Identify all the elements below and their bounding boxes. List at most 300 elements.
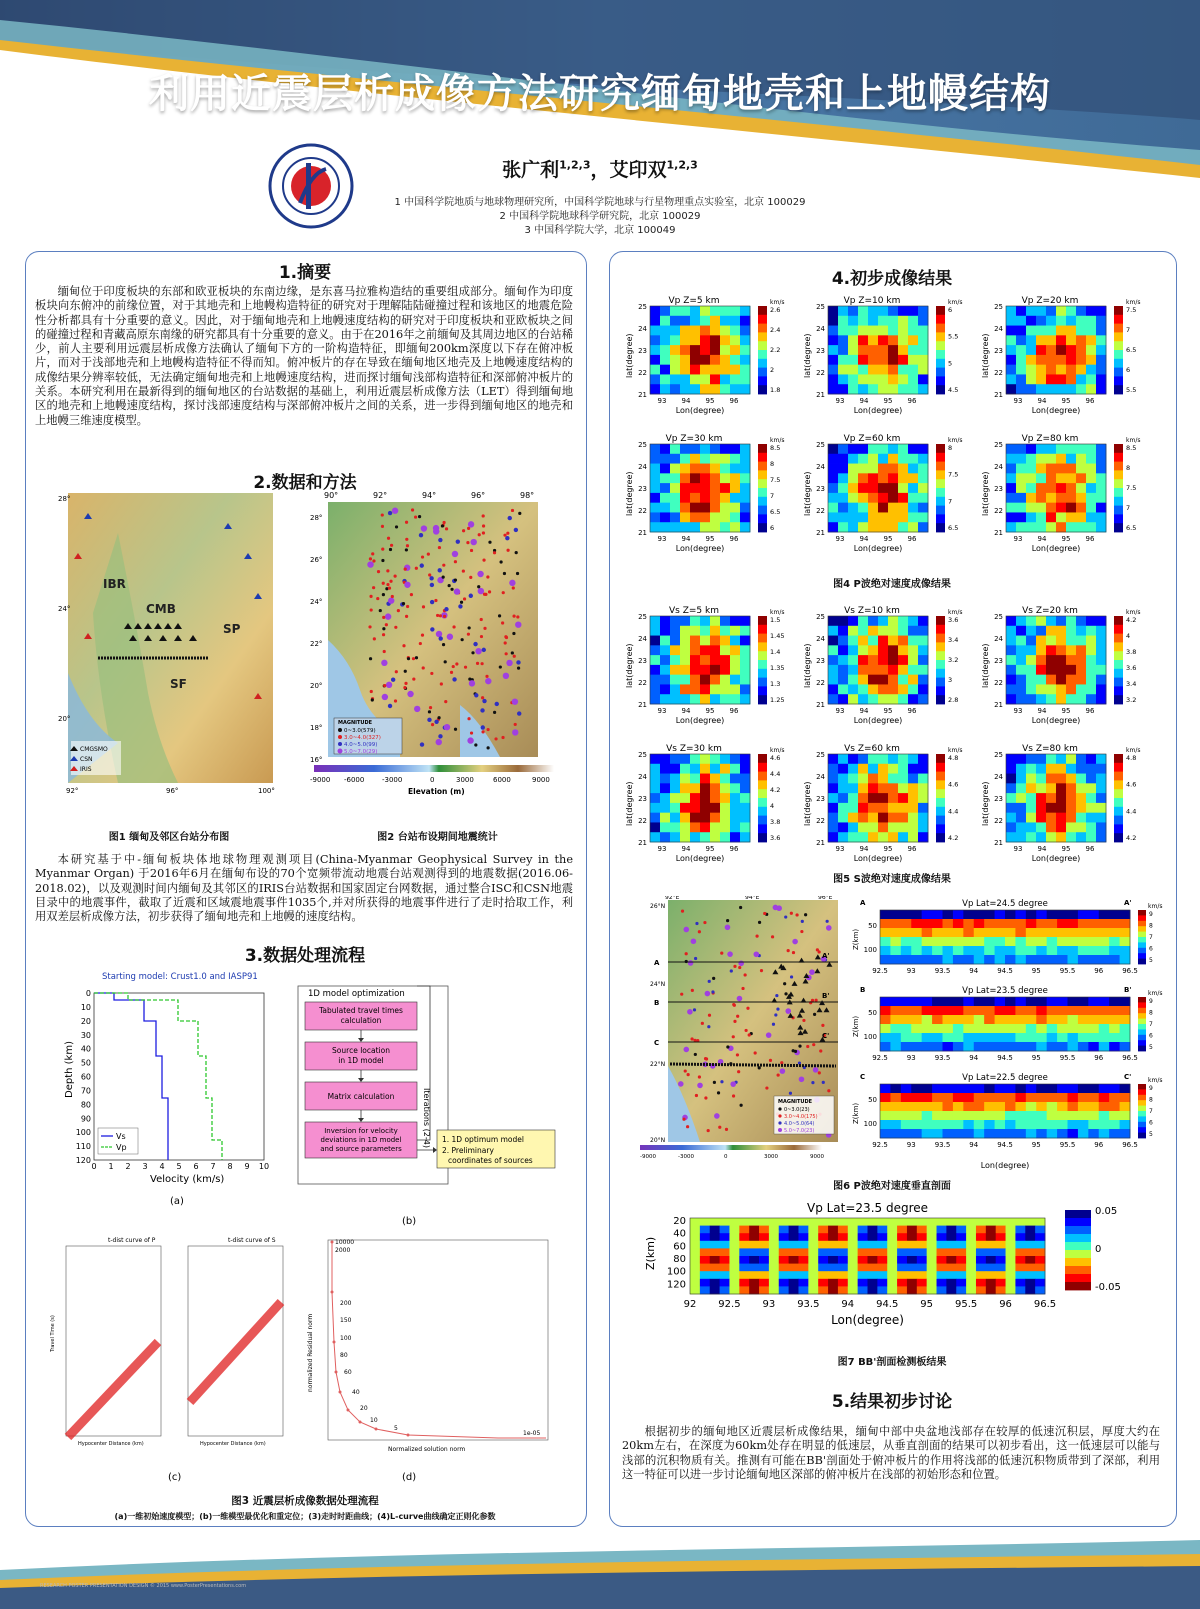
- section-4-heading: 4.初步成像结果: [831, 269, 953, 289]
- fig4-cell: [740, 493, 750, 503]
- fig4-cell: [918, 316, 928, 326]
- fig6-cell: [890, 1093, 901, 1102]
- fig5-cell: [918, 813, 928, 823]
- fig5-cell: [1036, 665, 1046, 675]
- fig4-cell: [1086, 522, 1096, 532]
- fig7-cell: [789, 1233, 799, 1241]
- fig2-quake-dot: [461, 638, 464, 641]
- fig5-ytick: 24: [816, 773, 825, 781]
- abstract-text: 缅甸位于印度板块的东部和欧亚板块的东南边缘，是东喜马拉雅构造结的重要组成部分。缅甸作为印度板块向东俯冲的前缘位置，对于其地壳和上地幔构造特征的研究对于理解陆陆碰撞过程和该地区的地震危险性分析都具有十分重要的意义。因此，对于缅甸地壳和上地幔速度结构的研究对于印度板块和亚欧板块之间的碰撞过程和青藏高原东南缘的研究都具有十分重要的意义。由于在2016年之前缅甸及其周边地区的台站稀少，前人主要利用远震层析成像方法确认了缅甸下方的一阶构造特征，即缅甸200km深度以下存在俯冲板片，而对于浅部地壳和上地幔构造特征不得而知。俯冲板片的存在导致在缅甸地区地壳及上地幔速度结构的成像结果分辨率较低，无法确定缅甸地壳和上地幔速度结构，进而探讨缅甸浅部构造特征和深部俯冲板片的关系。本研究利用在最新得到的缅甸地区的台站数据的基础上，利用近震层析成像方法（LET）得到缅甸地区的地壳和上地幔速度结构，探讨浅部速度结构与深部俯冲板片之间的关系，进一步得到缅甸地区的地壳和上地幔三维速度模型。: [35, 285, 573, 427]
- fig7-cell: [976, 1256, 986, 1264]
- fig6-cell: [901, 919, 912, 928]
- fig6-quake-dot: [717, 1091, 720, 1094]
- fig7-cell: [808, 1248, 818, 1256]
- fig4-cell: [908, 503, 918, 513]
- fig6-cell: [1015, 1006, 1026, 1015]
- fig5-cell: [898, 684, 908, 694]
- fig5-cell: [740, 764, 750, 774]
- fig6-quake-dot: [818, 1071, 821, 1074]
- fig4-cell: [888, 306, 898, 316]
- fig4-cell: [888, 473, 898, 483]
- fig6-quake-dot: [746, 1007, 749, 1010]
- fig4-cell: [730, 365, 740, 375]
- fig7-cell: [877, 1271, 887, 1279]
- fig5-cell: [650, 665, 660, 675]
- fig2-quake-dot: [454, 578, 457, 581]
- fig5-cell: [858, 684, 868, 694]
- fig2-quake-dot: [467, 717, 470, 720]
- affiliation-3: 3 中国科学院大学，北京 100049: [524, 225, 676, 236]
- fig7-cell: [838, 1218, 848, 1226]
- fig4-cell: [1046, 326, 1056, 336]
- fig5-cell: [1016, 754, 1026, 764]
- fig6-unit: km/s: [1148, 1077, 1163, 1084]
- fig4-cell: [670, 493, 680, 503]
- fig6-cell: [1036, 928, 1047, 937]
- fig6-cell: [1036, 1102, 1047, 1111]
- fig5-cell: [660, 832, 670, 842]
- fig2-quake-dot: [395, 525, 398, 528]
- fig4-xtick: 94: [681, 535, 691, 543]
- fig5-cell: [1016, 793, 1026, 803]
- fig4-cell: [838, 464, 848, 474]
- fig5-cell: [1006, 764, 1016, 774]
- fig2-quake-dot: [482, 514, 485, 517]
- fig7-cell: [749, 1279, 759, 1287]
- fig6-cell: [1068, 910, 1079, 919]
- fig2-quake-dot: [481, 725, 485, 729]
- fig7-cell: [1015, 1279, 1025, 1287]
- fig4-cell: [858, 464, 868, 474]
- fig5-cell: [858, 793, 868, 803]
- fig5-cell: [1026, 636, 1036, 646]
- fig5-cell: [720, 783, 730, 793]
- fig5-ytick: 22: [994, 679, 1003, 687]
- fig5-cell: [650, 694, 660, 704]
- fig5-cell: [858, 754, 868, 764]
- fig5-cell: [690, 645, 700, 655]
- fig5-colorbar-seg: [758, 780, 767, 789]
- fig6-cell: [1036, 1111, 1047, 1120]
- fig2-quake-dot: [371, 698, 374, 701]
- fig6-quake-dot: [708, 1014, 711, 1017]
- fig2-quake-dot: [405, 615, 408, 618]
- fig5-cell: [670, 793, 680, 803]
- fig4-colorbar-seg: [1114, 444, 1123, 453]
- fig3d-pt-20: 20: [360, 1405, 368, 1412]
- fig7-cell: [779, 1241, 789, 1249]
- fig5-cell: [710, 645, 720, 655]
- fig6-cell: [880, 1111, 891, 1120]
- fig2-quake-dot: [410, 593, 413, 596]
- fig5-cell: [1066, 684, 1076, 694]
- fig2-cb-6: 6000: [493, 776, 511, 784]
- fig6-cell: [943, 1120, 954, 1129]
- fig3d-sublabel: (d): [402, 1472, 417, 1483]
- fig6-colorbar-seg: [1138, 1095, 1146, 1101]
- fig4-cb-tick: 2: [770, 366, 775, 374]
- fig5-xtick: 93: [1013, 845, 1023, 853]
- fig5-xtick: 96: [907, 845, 917, 853]
- fig6-quake-dot: [733, 965, 736, 968]
- fig6-elevation-colorbar: [640, 1145, 822, 1150]
- fig6-colorbar-seg: [1138, 937, 1146, 943]
- fig4-colorbar-seg: [758, 444, 767, 453]
- fig6-cb-tick: 9: [1149, 911, 1153, 918]
- fig7-ylabel: Z(km): [644, 1236, 657, 1270]
- fig6-quake-dot: [812, 1043, 815, 1046]
- fig5-colorbar-seg: [1114, 789, 1123, 798]
- fig5-cell: [1026, 783, 1036, 793]
- fig4-cell: [1076, 365, 1086, 375]
- fig4-cell: [898, 454, 908, 464]
- fig5-ytick: 25: [638, 751, 647, 759]
- fig4-cell: [1056, 306, 1066, 316]
- fig5-cell: [1016, 822, 1026, 832]
- fig4-xtick: 94: [681, 397, 691, 405]
- fig5-cell: [690, 636, 700, 646]
- fig4-cell: [690, 464, 700, 474]
- fig5-cell: [868, 616, 878, 626]
- fig4-cell: [650, 444, 660, 454]
- fig4-cell: [1026, 493, 1036, 503]
- fig4-cell: [1006, 355, 1016, 365]
- fig5-cell: [740, 783, 750, 793]
- fig4-panel: [981, 434, 1140, 553]
- fig6-cell: [995, 937, 1006, 946]
- fig4-cell: [730, 335, 740, 345]
- fig4-cell: [828, 454, 838, 464]
- fig4-cell: [740, 365, 750, 375]
- fig5-cell: [710, 832, 720, 842]
- fig2-quake-dot: [428, 573, 431, 576]
- fig4-colorbar-seg: [1114, 359, 1123, 368]
- fig4-cell: [690, 444, 700, 454]
- fig5-xtick: 94: [681, 707, 691, 715]
- fig5-cell: [660, 665, 670, 675]
- fig6-lat-24: 24°N: [650, 981, 666, 988]
- fig5-cell: [1096, 626, 1106, 636]
- fig5-cell: [700, 764, 710, 774]
- fig6-cell: [1078, 946, 1089, 955]
- fig5-cell: [868, 675, 878, 685]
- fig4-cell: [828, 444, 838, 454]
- fig5-cell: [1016, 655, 1026, 665]
- fig5-cell: [1026, 764, 1036, 774]
- fig4-cell: [1026, 464, 1036, 474]
- fig5-xtick: 96: [1085, 845, 1095, 853]
- fig4-cell: [918, 345, 928, 355]
- fig4-colorbar-seg: [758, 341, 767, 350]
- fig4-cell: [1076, 316, 1086, 326]
- fig5-xtick: 93: [1013, 707, 1023, 715]
- fig5-cell: [1006, 675, 1016, 685]
- fig4-xtick: 94: [1037, 397, 1047, 405]
- fig6-cell: [1078, 1093, 1089, 1102]
- fig7-cell: [966, 1256, 976, 1264]
- fig6-cell: [922, 1015, 933, 1024]
- fig6-cell: [1047, 928, 1058, 937]
- fig4-ytick: 24: [816, 325, 825, 333]
- fig5-cell: [690, 754, 700, 764]
- fig2-quake-dot: [436, 614, 439, 617]
- fig3a-ytick: 0: [85, 989, 91, 998]
- fig6-cell: [984, 946, 995, 955]
- fig6-cell: [1057, 910, 1068, 919]
- fig4-colorbar-seg: [936, 497, 945, 506]
- fig6-cell: [943, 1033, 954, 1042]
- fig2-quake-dot: [445, 527, 448, 530]
- fig6-cell: [1109, 910, 1120, 919]
- fig7-cell: [779, 1218, 789, 1226]
- fig4-cell: [720, 503, 730, 513]
- fig6-cell: [922, 910, 933, 919]
- fig5-unit: km/s: [948, 609, 963, 616]
- fig4-cell: [868, 316, 878, 326]
- fig5-cell: [680, 803, 690, 813]
- fig7-cell: [858, 1279, 868, 1287]
- fig5-cell: [898, 655, 908, 665]
- fig6-cell: [1088, 955, 1099, 964]
- fig4-panel-title: Vp Z=80 km: [1021, 434, 1079, 444]
- fig5-cell: [730, 675, 740, 685]
- fig6-quake-dot: [813, 1013, 816, 1016]
- fig6-cell: [1099, 1093, 1110, 1102]
- fig4-cell: [740, 503, 750, 513]
- fig7-cell: [986, 1226, 996, 1234]
- fig6-ytick: 100: [863, 946, 877, 954]
- fig4-cell: [868, 444, 878, 454]
- fig3a-ytick: 20: [80, 1016, 91, 1026]
- fig7-cell: [877, 1264, 887, 1272]
- fig2-quake-dot: [473, 642, 477, 646]
- fig5-cell: [1096, 636, 1106, 646]
- fig4-cell: [1076, 345, 1086, 355]
- fig7-cell: [848, 1226, 858, 1234]
- fig6-cell: [932, 1102, 943, 1111]
- fig6-cell: [1015, 1111, 1026, 1120]
- fig2-lon-94: 94°: [422, 491, 437, 500]
- fig5-cell: [740, 655, 750, 665]
- fig7-cell: [818, 1226, 828, 1234]
- fig5-cell: [680, 675, 690, 685]
- fig6-cell: [995, 1129, 1006, 1138]
- fig4-cell: [730, 374, 740, 384]
- fig6-cell: [911, 997, 922, 1006]
- fig5-cell: [670, 636, 680, 646]
- fig6-cell: [901, 1042, 912, 1051]
- fig4-cell: [660, 384, 670, 394]
- fig4-cell: [848, 473, 858, 483]
- fig7-cell: [729, 1286, 739, 1294]
- fig7-cell: [769, 1279, 779, 1287]
- fig5-cell: [1066, 665, 1076, 675]
- fig5-cell: [828, 793, 838, 803]
- figure-5-caption: 图5 S波绝对速度成像结果: [833, 874, 951, 885]
- fig4-cell: [868, 374, 878, 384]
- fig5-ytick: 24: [994, 635, 1003, 643]
- fig5-cell: [1086, 636, 1096, 646]
- fig4-cell: [1016, 374, 1026, 384]
- fig6-cell: [1005, 997, 1016, 1006]
- fig6-cell: [932, 997, 943, 1006]
- fig4-cell: [1056, 355, 1066, 365]
- fig6-cell: [1057, 946, 1068, 955]
- figure-5-s-velocity-maps: [622, 604, 1167, 874]
- fig5-cell: [908, 675, 918, 685]
- fig4-cell: [720, 316, 730, 326]
- fig6-cell: [963, 928, 974, 937]
- fig4-cb-tick: 6.5: [1126, 524, 1137, 532]
- fig6-cell: [1088, 1006, 1099, 1015]
- fig7-cell: [690, 1226, 700, 1234]
- fig5-cb-tick: 3: [948, 676, 953, 684]
- fig5-ytick: 25: [638, 613, 647, 621]
- fig4-colorbar-seg: [1114, 324, 1123, 333]
- fig4-cell: [828, 384, 838, 394]
- fig4-cell: [1046, 365, 1056, 375]
- fig5-cell: [680, 774, 690, 784]
- fig5-cell: [1086, 813, 1096, 823]
- fig6-cell: [1088, 1084, 1099, 1093]
- fig2-lat-22: 22°: [310, 640, 323, 648]
- fig6-cell: [1088, 1015, 1099, 1024]
- fig5-ylabel: lat(degree): [981, 643, 990, 688]
- fig5-cell: [1046, 645, 1056, 655]
- fig2-quake-dot: [373, 637, 376, 640]
- fig7-cell: [976, 1271, 986, 1279]
- fig6-cell: [1057, 919, 1068, 928]
- fig4-cell: [878, 483, 888, 493]
- fig4-ylabel: lat(degree): [803, 333, 812, 378]
- fig7-cell: [789, 1226, 799, 1234]
- fig6-cell: [922, 1093, 933, 1102]
- fig6-colorbar-seg: [1138, 1019, 1146, 1025]
- fig4-cell: [838, 326, 848, 336]
- fig7-cell: [917, 1218, 927, 1226]
- fig4-cell: [1096, 454, 1106, 464]
- fig4-colorbar-seg: [1114, 315, 1123, 324]
- fig5-cell: [730, 694, 740, 704]
- fig7-cell: [710, 1218, 720, 1226]
- fig5-colorbar-seg: [1114, 833, 1123, 842]
- fig7-cell: [710, 1286, 720, 1294]
- fig5-xlabel: Lon(degree): [675, 854, 725, 863]
- fig6-cell: [1047, 910, 1058, 919]
- fig7-xtick: 92: [683, 1299, 697, 1310]
- fig6-quake-dot: [687, 1073, 690, 1076]
- fig4-cell: [878, 522, 888, 532]
- fig7-cell: [897, 1279, 907, 1287]
- fig5-colorbar-seg: [758, 625, 767, 634]
- fig3a-ylabel: Depth (km): [64, 1041, 75, 1098]
- fig5-cell: [848, 793, 858, 803]
- fig2-quake-dot: [394, 626, 397, 629]
- fig6-cb-tick: 9: [1149, 998, 1153, 1005]
- fig5-cell: [660, 774, 670, 784]
- fig5-cell: [1096, 764, 1106, 774]
- fig4-cell: [858, 522, 868, 532]
- fig5-cell: [670, 754, 680, 764]
- fig7-cb-tick: 0.05: [1095, 1206, 1118, 1217]
- fig4-cell: [1076, 473, 1086, 483]
- fig1-label-sp: SP: [223, 622, 241, 636]
- fig5-cell: [680, 684, 690, 694]
- fig5-cell: [700, 793, 710, 803]
- fig5-ytick: 25: [816, 613, 825, 621]
- fig5-cell: [838, 764, 848, 774]
- fig6-cell: [1068, 928, 1079, 937]
- fig7-cell: [720, 1233, 730, 1241]
- fig5-cell: [898, 783, 908, 793]
- fig7-cell: [818, 1248, 828, 1256]
- fig7-cell: [1015, 1241, 1025, 1249]
- fig6-cell: [901, 1111, 912, 1120]
- fig4-cell: [720, 522, 730, 532]
- fig4-cb-tick: 7: [770, 492, 775, 500]
- fig3c-sublabel: (c): [168, 1472, 182, 1483]
- fig5-cell: [828, 655, 838, 665]
- fig7-cell: [927, 1233, 937, 1241]
- fig2-quake-dot: [469, 576, 472, 579]
- fig6-cell: [1078, 1015, 1089, 1024]
- fig5-cell: [1066, 793, 1076, 803]
- fig3b-sublabel: (b): [402, 1216, 417, 1227]
- fig6-cell: [1047, 1084, 1058, 1093]
- fig3d-ylabel: normalized Residual norm: [307, 1313, 314, 1392]
- fig5-cell: [660, 626, 670, 636]
- fig4-cell: [710, 522, 720, 532]
- fig6-quake-dot: [730, 1081, 736, 1087]
- fig7-cell: [759, 1279, 769, 1287]
- fig6-cell: [932, 1093, 943, 1102]
- fig6-cell: [1015, 997, 1026, 1006]
- fig3c-title-p: t-dist curve of P: [108, 1237, 156, 1244]
- fig4-cell: [1006, 454, 1016, 464]
- fig2-quake-dot: [429, 706, 432, 709]
- fig4-ylabel: lat(degree): [625, 471, 634, 516]
- fig6-cell: [1015, 1042, 1026, 1051]
- fig7-cell: [818, 1264, 828, 1272]
- fig6-cell: [880, 1084, 891, 1093]
- fig4-xtick: 94: [859, 397, 869, 405]
- fig6-cell: [1047, 1111, 1058, 1120]
- fig2-quake-dot: [428, 710, 431, 713]
- fig2-quake-dot: [474, 693, 478, 697]
- fig4-cell: [1086, 444, 1096, 454]
- fig4-cell: [1076, 522, 1086, 532]
- fig1-label-cmb: CMB: [146, 602, 176, 616]
- fig6-quake-dot: [827, 1089, 830, 1092]
- fig4-ytick: 25: [638, 303, 647, 311]
- fig4-panel-title: Vp Z=20 km: [1021, 296, 1079, 306]
- fig6-cell: [1047, 997, 1058, 1006]
- fig7-cell: [917, 1264, 927, 1272]
- fig6-cell: [1120, 1084, 1131, 1093]
- fig6-cell: [1078, 1120, 1089, 1129]
- fig5-cb-tick: 4.2: [948, 834, 959, 842]
- fig5-ytick: 23: [638, 657, 647, 665]
- fig4-cell: [1046, 503, 1056, 513]
- fig4-cell: [1056, 384, 1066, 394]
- fig6-cell: [984, 1093, 995, 1102]
- fig5-cell: [828, 616, 838, 626]
- fig4-cell: [1006, 493, 1016, 503]
- fig6-cell: [1036, 1084, 1047, 1093]
- fig4-colorbar-seg: [936, 324, 945, 333]
- fig5-cell: [908, 616, 918, 626]
- fig5-cell: [730, 813, 740, 823]
